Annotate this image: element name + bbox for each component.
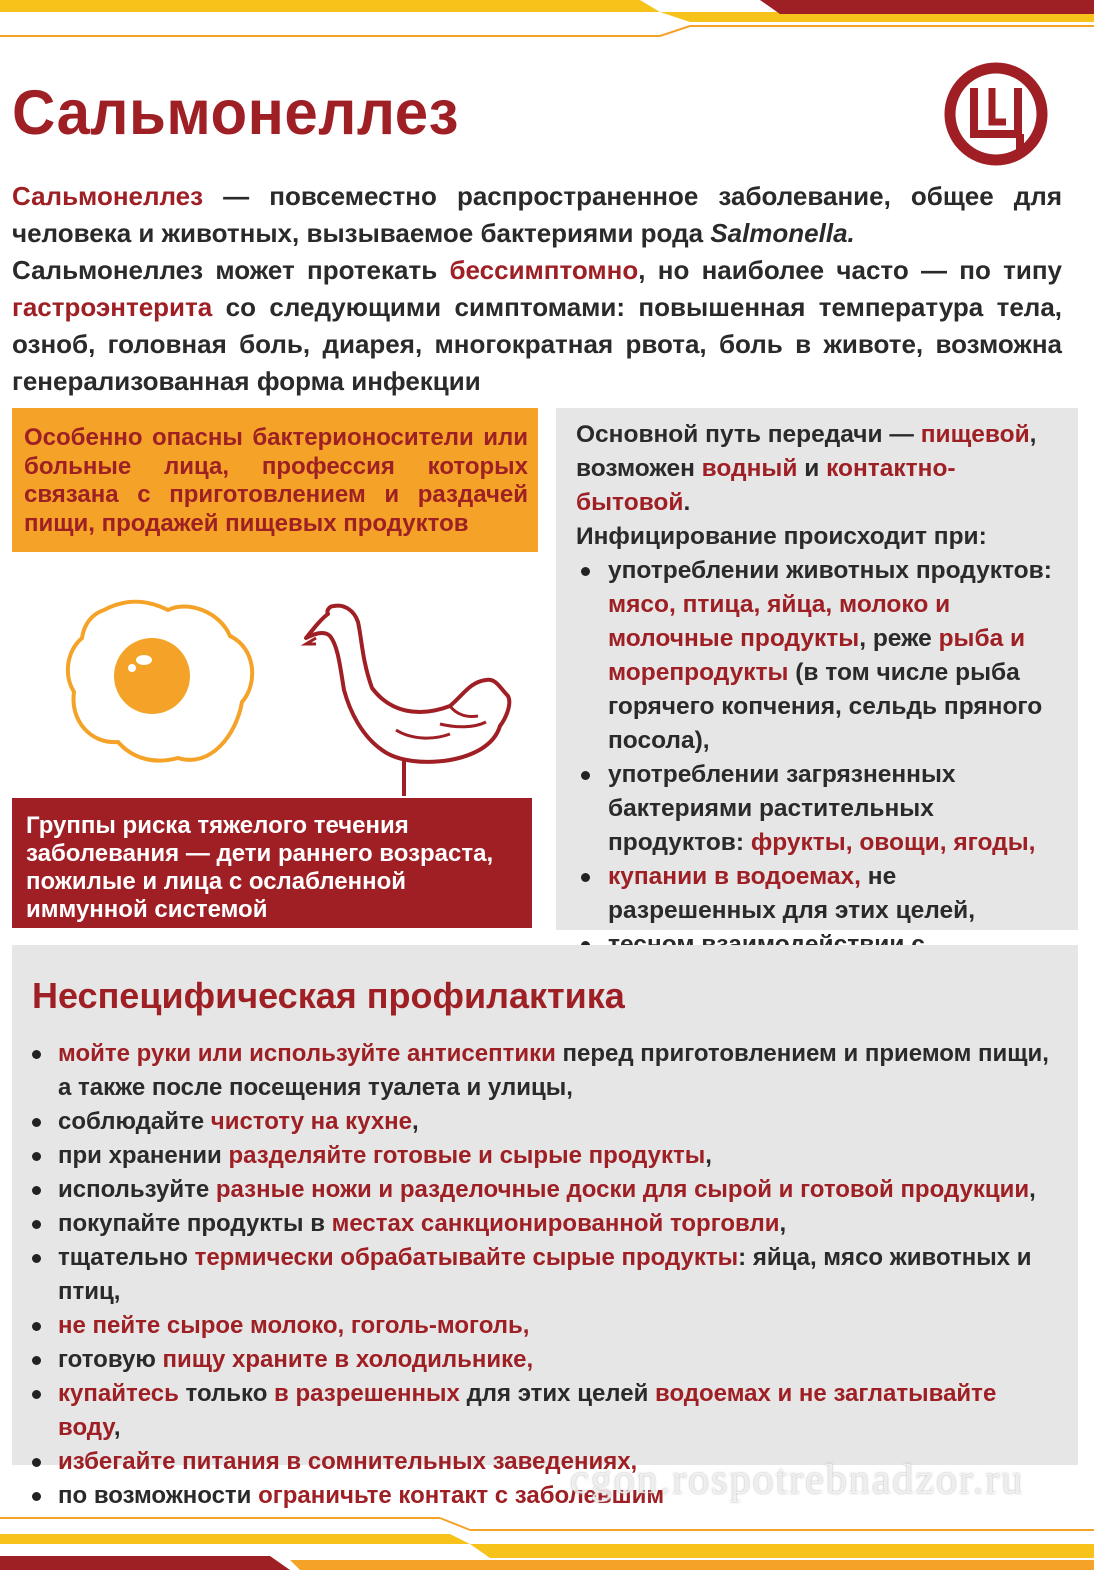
list-item: по возможности ограничьте контакт с заболевшим [32, 1479, 1058, 1513]
prevention-list [32, 1037, 1058, 1513]
transmission-intro: Основной путь передачи — пищевой, возможен водный и контактно-бытовой. [576, 421, 1037, 516]
watermark: cgon.rospotrebnadzor.ru [570, 1457, 1025, 1503]
carriers-warning-text: Особенно опасны бактерионосители или больные лица, профессия которых связана с приготовлением и раздачей пищи, продажей пищевых продуктов [24, 424, 528, 537]
chicken-icon [300, 600, 540, 800]
transmission-box [556, 408, 1078, 930]
list-item: употреблении животных продуктов: мясо, птица, яйца, молоко и молочные продукты, реже рыба и морепродукты (в том числе рыба горячего копчения, сельдь пряного посола), [576, 554, 1068, 758]
risk-groups-box [12, 798, 532, 928]
intro-paragraph-1: Сальмонеллез — повсеместно распространенное заболевание, общее для человека и животных, вызываемое бактериями рода Salmonella. [12, 181, 1062, 248]
list-item: используйте разные ножи и разделочные доски для сырой и готовой продукции, [32, 1173, 1058, 1207]
list-item: покупайте продукты в местах санкционированной торговли, [32, 1207, 1058, 1241]
fried-egg-icon [60, 592, 260, 772]
transmission-lead: Инфицирование происходит при: [576, 523, 987, 550]
list-item: избегайте питания в сомнительных заведениях, [32, 1445, 1058, 1479]
list-item: соблюдайте чистоту на кухне, [32, 1105, 1058, 1139]
list-item: при хранении разделяйте готовые и сырые продукты, [32, 1139, 1058, 1173]
prevention-title: Неспецифическая профилактика [32, 975, 625, 1016]
bottom-decoration [0, 1508, 1094, 1570]
list-item: купайтесь только в разрешенных для этих целей водоемах и не заглатывайте воду, [32, 1377, 1058, 1445]
carriers-warning-box [12, 408, 538, 552]
rospotrebnadzor-logo [944, 62, 1048, 166]
list-item: тщательно термически обрабатывайте сырые продукты: яйца, мясо животных и птиц, [32, 1241, 1058, 1309]
list-item: мойте руки или используйте антисептики перед приготовлением и приемом пищи, а также после посещения туалета и улицы, [32, 1037, 1058, 1105]
top-decoration [0, 0, 1094, 48]
infection-list [576, 554, 1068, 996]
risk-groups-text: Группы риска тяжелого течения заболевания — дети раннего возраста, пожилые и лица с ослабленной иммунной системой [26, 812, 494, 923]
page-title: Сальмонеллез [12, 77, 459, 148]
list-item: готовую пищу храните в холодильнике, [32, 1343, 1058, 1377]
list-item: употреблении загрязненных бактериями растительных продуктов: фрукты, овощи, ягоды, [576, 758, 1068, 860]
list-item: не пейте сырое молоко, гоголь-моголь, [32, 1309, 1058, 1343]
intro-paragraph-2: Сальмонеллез может протекать бессимптомно, но наиболее часто — по типу гастроэнтерита со следующими симптомами: повышенная температура тела, озноб, головная боль, диарея, многократная рвота, боль в животе, возможна генерализованная форма инфекции [12, 255, 1062, 396]
list-item: купании в водоемах, не разрешенных для этих целей, [576, 860, 1068, 928]
